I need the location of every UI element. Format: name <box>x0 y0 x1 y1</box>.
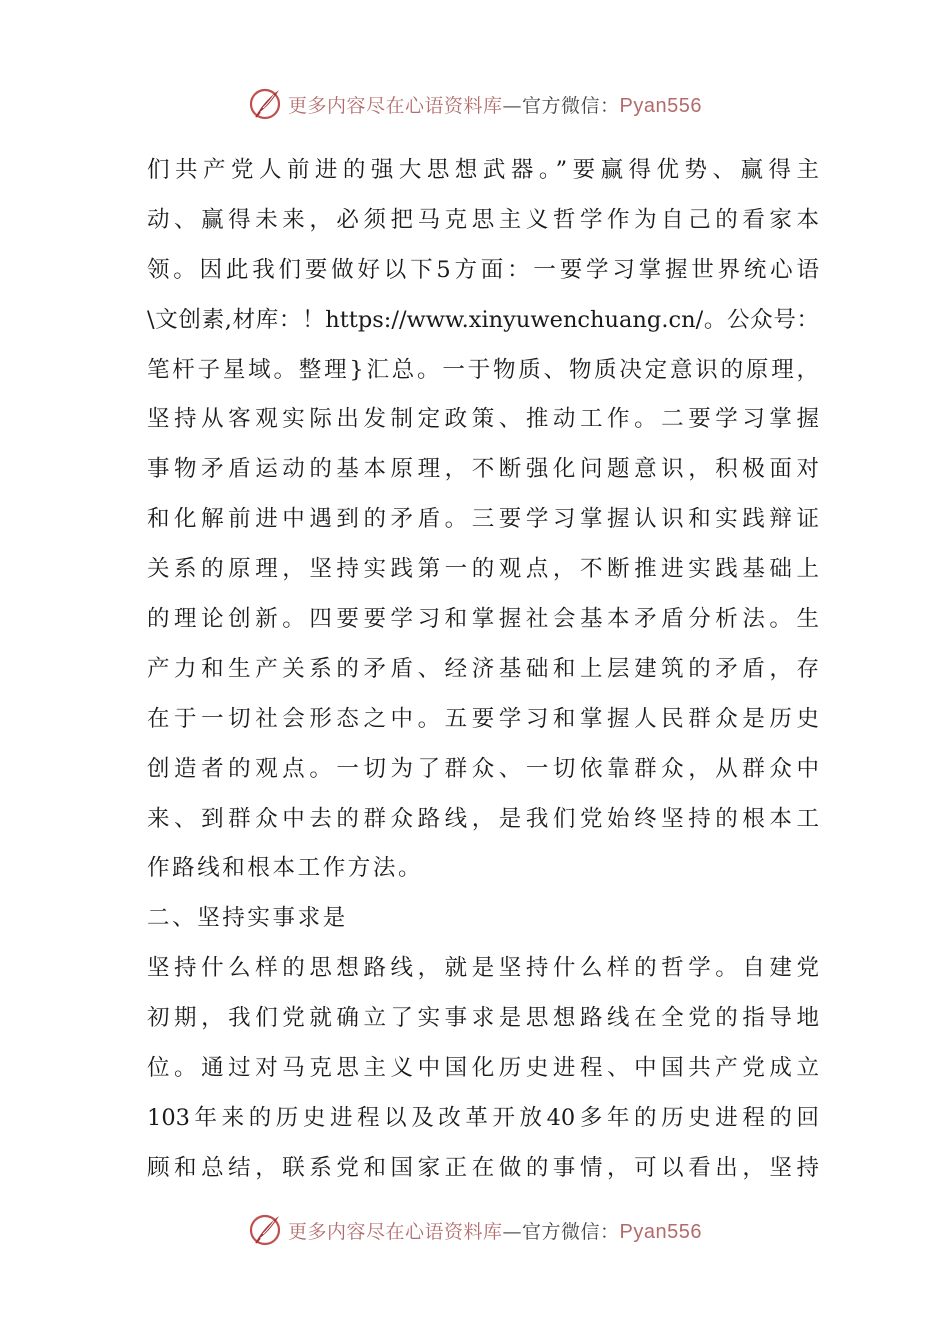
banner-text <box>288 1217 702 1244</box>
body-line: 和化解前进中遇到的矛盾。三要学习掌握认识和实践辩证 <box>147 506 819 533</box>
banner-text <box>288 91 702 118</box>
banner-dash: — <box>502 1220 523 1243</box>
body-line: 103年来的历史进程以及改革开放40多年的历史进程的回 <box>147 1104 819 1131</box>
banner-wechat-id: Pyan556 <box>619 94 702 117</box>
body-line: 动、赢得未来，必须把马克思主义哲学作为自己的看家本 <box>147 206 819 233</box>
banner-wechat-label: 官方微信： <box>522 1220 620 1243</box>
body-line: 顾和总结，联系党和国家正在做的事情，可以看出，坚持 <box>147 1154 819 1181</box>
body-line: 创造者的观点。一切为了群众、一切依靠群众，从群众中 <box>147 755 819 782</box>
body-line: 关系的原理，坚持实践第一的观点，不断推进实践基础上 <box>147 556 819 583</box>
quill-logo-icon <box>248 1212 284 1248</box>
footer-banner <box>0 1208 950 1252</box>
banner-wechat-label: 官方微信： <box>522 94 620 117</box>
body-line: 作路线和根本工作方法。 <box>147 855 424 882</box>
body-line: 们共产党人前进的强大思想武器。”要赢得优势、赢得主 <box>147 157 819 183</box>
banner-title: 更多内容尽在心语资料库 <box>288 94 503 117</box>
banner-wechat-id: Pyan556 <box>619 1220 702 1243</box>
body-line: 产力和生产关系的矛盾、经济基础和上层建筑的矛盾，存 <box>147 655 819 682</box>
quill-logo-icon <box>248 86 284 122</box>
body-line: 事物矛盾运动的基本原理，不断强化问题意识，积极面对 <box>147 456 819 483</box>
body-line: 初期，我们党就确立了实事求是思想路线在全党的指导地 <box>147 1005 819 1032</box>
body-line: 位。通过对马克思主义中国化历史进程、中国共产党成立 <box>147 1055 819 1082</box>
document-body <box>147 146 819 1194</box>
body-line: 的理论创新。四要要学习和掌握社会基本矛盾分析法。生 <box>147 606 819 633</box>
body-line: 坚持从客观实际出发制定政策、推动工作。二要学习掌握 <box>147 406 819 433</box>
banner-title: 更多内容尽在心语资料库 <box>288 1220 503 1243</box>
section-heading: 二、坚持实事求是 <box>147 905 348 932</box>
body-line: 来、到群众中去的群众路线，是我们党始终坚持的根本工 <box>147 805 819 832</box>
body-line: 领。因此我们要做好以下5方面：一要学习掌握世界统心语 <box>147 256 819 283</box>
header-banner <box>0 82 950 126</box>
body-line: 在于一切社会形态之中。五要学习和掌握人民群众是历史 <box>147 705 819 732</box>
body-line: \文创素,材库：！https://www.xinyuwenchuang.cn/。公众号： <box>147 306 819 333</box>
banner-dash: — <box>502 94 523 117</box>
body-line: 坚持什么样的思想路线，就是坚持什么样的哲学。自建党 <box>147 955 819 982</box>
body-line: 笔杆子星域。整理}汇总。一于物质、物质决定意识的原理， <box>147 356 819 383</box>
